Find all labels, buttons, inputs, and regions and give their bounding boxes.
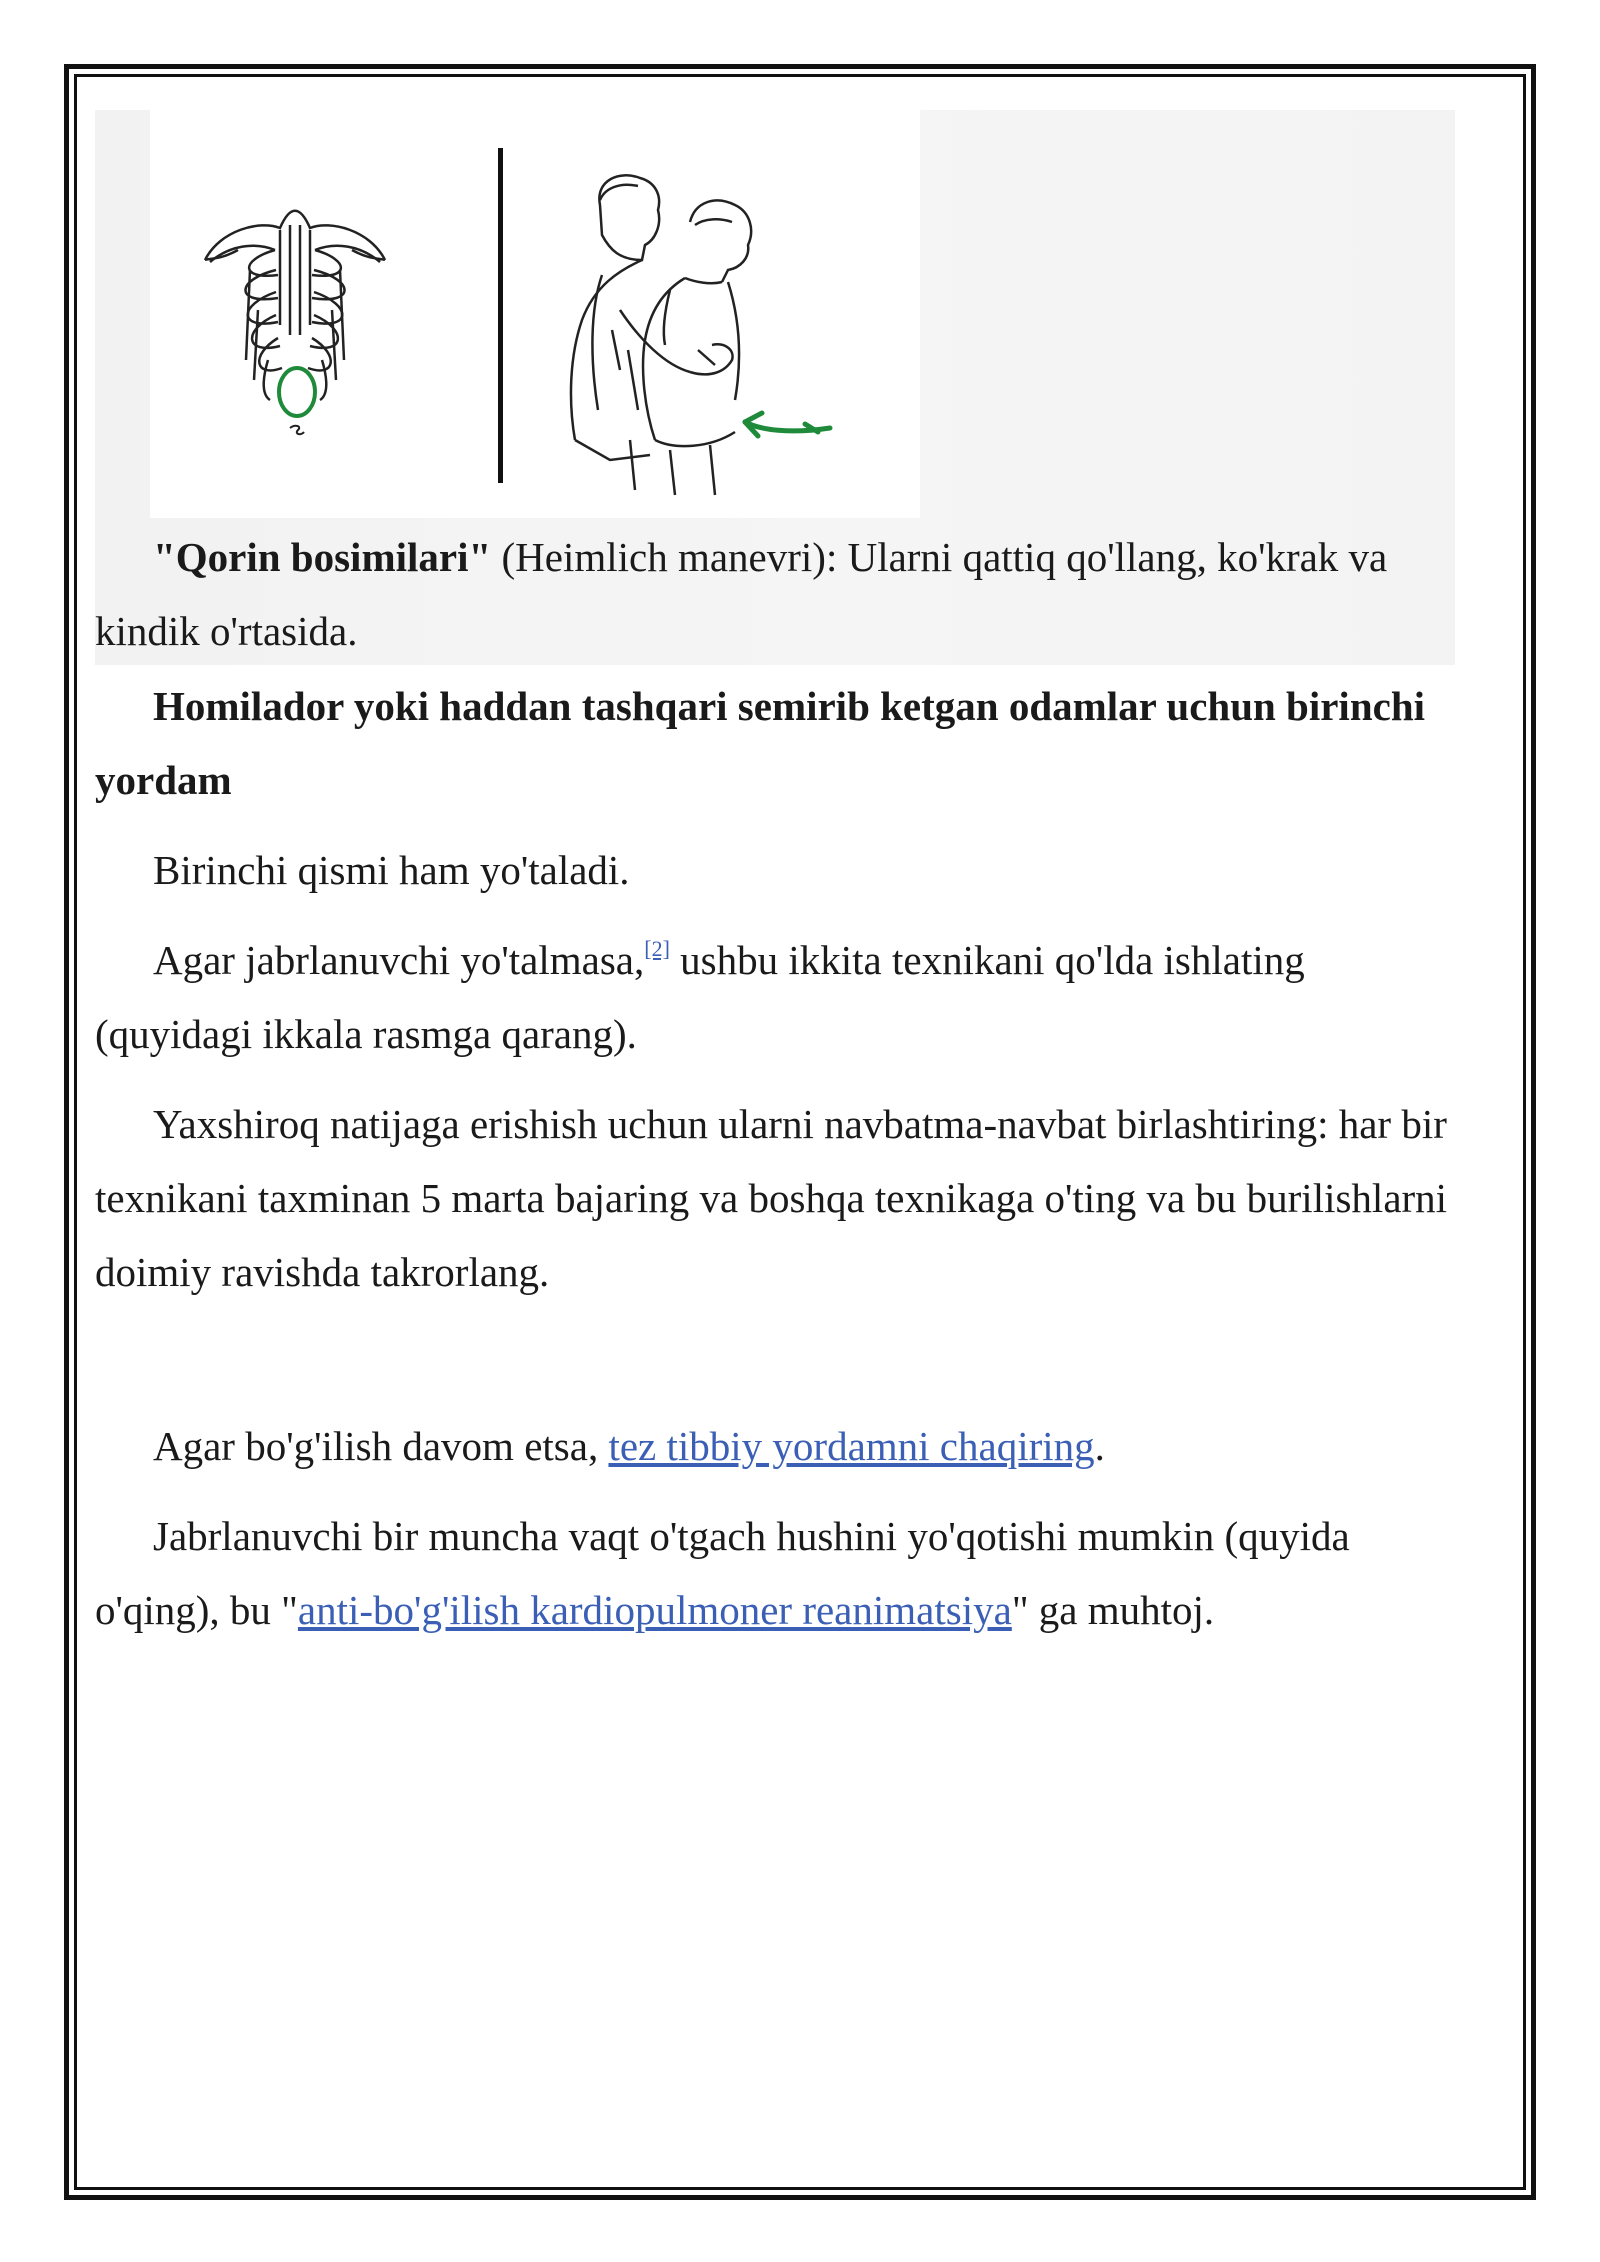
figure-caption [95,520,1455,668]
paragraph-technique-start: Agar jabrlanuvchi yo'talmasa, [153,937,645,983]
emergency-call-link[interactable]: tez tibbiy yordamni chaqiring [608,1423,1095,1469]
green-arrow-icon [745,413,830,436]
paragraph-cough: Birinchi qismi ham yo'taladi. [153,847,630,893]
ribcage-illustration [205,211,385,400]
reference-link[interactable]: [2] [644,936,670,961]
blank-space [95,1325,1455,1409]
section-heading: Homilador yoki haddan tashqari semirib ketgan odamlar uchun birinchi yordam [95,683,1426,803]
cpr-link[interactable]: anti-bo'g'ilish kardiopulmoner reanimatsiya [297,1587,1012,1633]
paragraph-emergency-end: . [1094,1423,1105,1469]
paragraph-emergency [95,1409,1455,1483]
paragraph-technique [95,923,1455,1071]
figure-divider [498,148,503,483]
paragraph-alternate: Yaxshiroq natijaga erishish uchun ularni navbatma-navbat birlashtiring: har bir texnikani taxminan 5 marta bajaring va boshqa texnikaga o'ting va bu burilishlarni doimiy ravishda takrorlang. [95,1101,1448,1295]
figure-block [95,110,1455,665]
paragraph-emergency-start: Agar bo'g'ilish davom etsa, [153,1423,609,1469]
paragraph-cpr-end: " ga muhtoj. [1011,1587,1215,1633]
heimlich-maneuver-illustration [571,175,751,495]
heimlich-figure [150,110,920,518]
paragraph-cpr [95,1499,1455,1647]
caption-title: "Qorin bosimilari" [153,534,492,580]
figure-image [150,110,920,518]
paragraph-cpr-start: Jabrlanuvchi bir muncha vaqt o'tgach hushini yo'qotishi mumkin (quyida o'qing), bu " [95,1513,1350,1633]
paragraph-technique-end: ushbu ikkita texnikani qo'lda ishlating (quyidagi ikkala rasmga qarang). [95,937,1305,1057]
abdominal-target-marker [279,368,315,416]
caption-text: (Heimlich manevri): Ularni qattiq qo'llang, ko'krak va kindik o'rtasida. [95,534,1388,654]
document-body [95,110,1455,1663]
